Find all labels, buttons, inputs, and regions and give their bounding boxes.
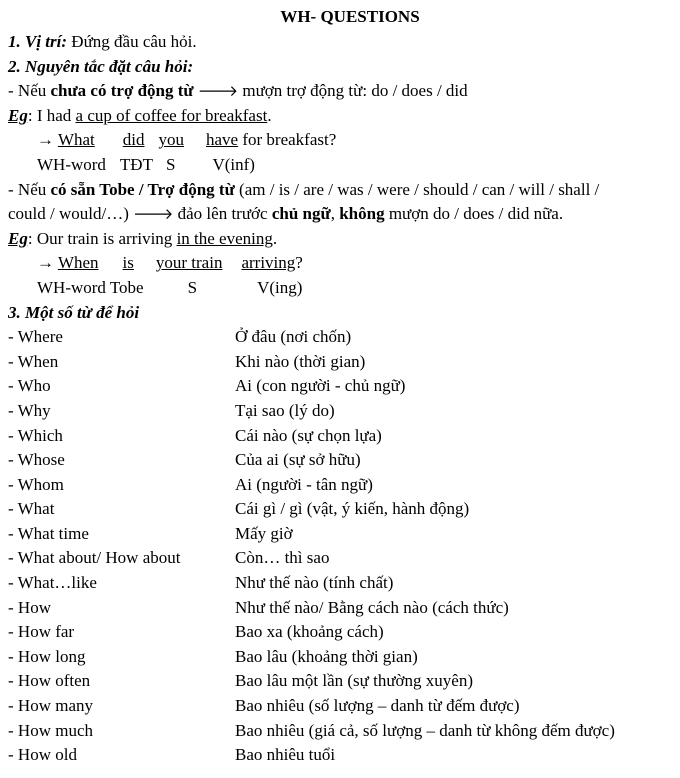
rule2-mid1: (am / is / are / was / were / should / can / will / shall / (234, 179, 600, 199)
question-word-table (8, 325, 672, 768)
rule2-line2-mid: đảo lên trước (173, 204, 272, 224)
section3-heading: 3. Một số từ để hỏi (8, 302, 140, 322)
question-meaning: Cái nào (sự chọn lựa) (235, 425, 382, 445)
right-arrow-icon: 🡒 (133, 205, 174, 224)
question-word: - How old (8, 745, 77, 765)
example2-pre: : Our train is arriving (27, 228, 177, 248)
question-word: - How much (8, 720, 93, 740)
question-meaning: Bao lâu (khoảng thời gian) (235, 646, 418, 666)
table-row (8, 596, 672, 621)
example1-pre: : I had (27, 105, 76, 125)
question-word: - What about/ How about (8, 548, 181, 568)
question-meaning: Cái gì / gì (vật, ý kiến, hành động) (235, 499, 470, 519)
table-row (8, 497, 672, 522)
example2-labels-line (8, 276, 672, 301)
section3-heading-line (8, 301, 672, 326)
question-meaning: Bao lâu một lần (sự thường xuyên) (235, 671, 473, 691)
label-v-ing: V(ing) (257, 277, 303, 297)
example2-q-rest: ? (295, 253, 303, 273)
table-row (8, 620, 672, 645)
rule2-line1 (8, 178, 672, 203)
example2-q-is: is (122, 253, 134, 273)
table-row (8, 571, 672, 596)
arrow-icon: → (37, 130, 54, 150)
table-row (8, 719, 672, 744)
label-tdt: TĐT (119, 154, 153, 174)
section1-text: Đứng đầu câu hỏi. (67, 32, 197, 51)
question-word: - When (8, 351, 59, 371)
question-word: - Who (8, 376, 51, 396)
rule2-bold1: có sẵn Tobe / Trợ động từ (50, 179, 235, 199)
rule1-line (8, 79, 672, 104)
label-s: S (165, 154, 176, 174)
example1-q-you: you (158, 130, 185, 150)
table-row (8, 546, 672, 571)
table-row (8, 743, 672, 768)
example1-q-what: What (57, 130, 95, 150)
example2-question-line (8, 251, 672, 276)
rule1-bold: chưa có trợ động từ (50, 81, 194, 101)
example2-line (8, 227, 672, 252)
question-word: - What…like (8, 573, 97, 593)
example1-post: . (267, 105, 272, 125)
table-row (8, 473, 672, 498)
example1-label: Eg (8, 105, 28, 125)
example1-q-have: have (206, 130, 239, 150)
question-meaning: Như thế nào (tính chất) (235, 573, 394, 593)
question-meaning: Ai (người - tân ngữ) (235, 474, 373, 494)
question-word: - How often (8, 671, 91, 691)
label-wh-word-tobe: WH-word Tobe (37, 277, 144, 297)
table-row (8, 399, 672, 424)
question-meaning: Bao nhiêu (số lượng – danh từ đếm được) (235, 696, 520, 716)
question-meaning: Mấy giờ (235, 523, 293, 543)
question-meaning: Bao nhiêu (giá cả, số lượng – danh từ không đếm được) (235, 720, 615, 740)
label-wh-word: WH-word (37, 154, 106, 174)
example2-q-when: When (57, 253, 99, 273)
question-meaning: Bao nhiêu tuổi (235, 745, 336, 765)
example2-q-your-train: your train (155, 253, 223, 273)
question-word: - Why (8, 400, 51, 420)
arrow-icon: → (37, 253, 54, 273)
example2-label: Eg (8, 228, 28, 248)
question-word: - Which (8, 425, 63, 445)
right-arrow-icon: 🡒 (197, 82, 239, 101)
question-word: - How (8, 597, 51, 617)
table-row (8, 325, 672, 350)
question-meaning: Của ai (sự sở hữu) (235, 450, 361, 470)
rule2-line2 (8, 202, 672, 227)
rule1-prefix: - Nếu (8, 81, 51, 101)
table-row (8, 424, 672, 449)
question-word: - Whom (8, 474, 64, 494)
question-word: - Where (8, 327, 63, 347)
question-meaning: Như thế nào/ Bằng cách nào (cách thức) (235, 597, 509, 617)
section2-heading: 2. Nguyên tắc đặt câu hỏi: (8, 56, 194, 76)
table-row (8, 645, 672, 670)
section2-heading-line (8, 55, 672, 80)
rule2-bold2: chủ ngữ (271, 204, 331, 224)
table-row (8, 448, 672, 473)
table-row (8, 350, 672, 375)
question-meaning: Khi nào (thời gian) (235, 351, 366, 371)
example1-labels-line (8, 153, 672, 178)
table-row (8, 669, 672, 694)
question-meaning: Còn… thì sao (235, 548, 330, 568)
rule2-comma: , (330, 204, 340, 224)
question-word: - How long (8, 646, 86, 666)
question-meaning: Ở đâu (nơi chốn) (235, 327, 352, 347)
rule2-line2-pre: could / would/…) (8, 204, 134, 224)
label-s: S (187, 277, 198, 297)
rule2-prefix: - Nếu (8, 179, 51, 199)
example2-underlined: in the evening (176, 228, 273, 248)
question-meaning: Bao xa (khoảng cách) (235, 622, 384, 642)
example2-post: . (272, 228, 278, 248)
rule2-line2-end: mượn do / does / did nữa. (384, 204, 564, 224)
rule1-rest: mượn trợ động từ: do / does / did (238, 81, 468, 101)
example1-underlined: a cup of coffee for breakfast (75, 105, 268, 125)
table-row (8, 694, 672, 719)
section1-heading: 1. Vị trí: (8, 32, 68, 51)
question-word: - How many (8, 696, 93, 716)
example1-line (8, 104, 672, 129)
question-word: - What (8, 499, 55, 519)
example1-q-did: did (122, 130, 145, 150)
question-meaning: Ai (con người - chủ ngữ) (235, 376, 406, 396)
page-title: WH- QUESTIONS (280, 7, 420, 26)
question-meaning: Tại sao (lý do) (235, 400, 335, 420)
example1-q-rest: for breakfast? (238, 130, 337, 150)
document-page (8, 4, 672, 768)
table-row (8, 522, 672, 547)
example2-q-arriving: arriving (241, 253, 296, 273)
example1-question-line (8, 128, 672, 153)
question-word: - What time (8, 523, 89, 543)
rule2-bold3: không (339, 204, 385, 224)
section1-line (8, 30, 672, 55)
label-v-inf: V(inf) (212, 154, 255, 174)
question-word: - How far (8, 622, 75, 642)
question-word: - Whose (8, 450, 65, 470)
table-row (8, 374, 672, 399)
